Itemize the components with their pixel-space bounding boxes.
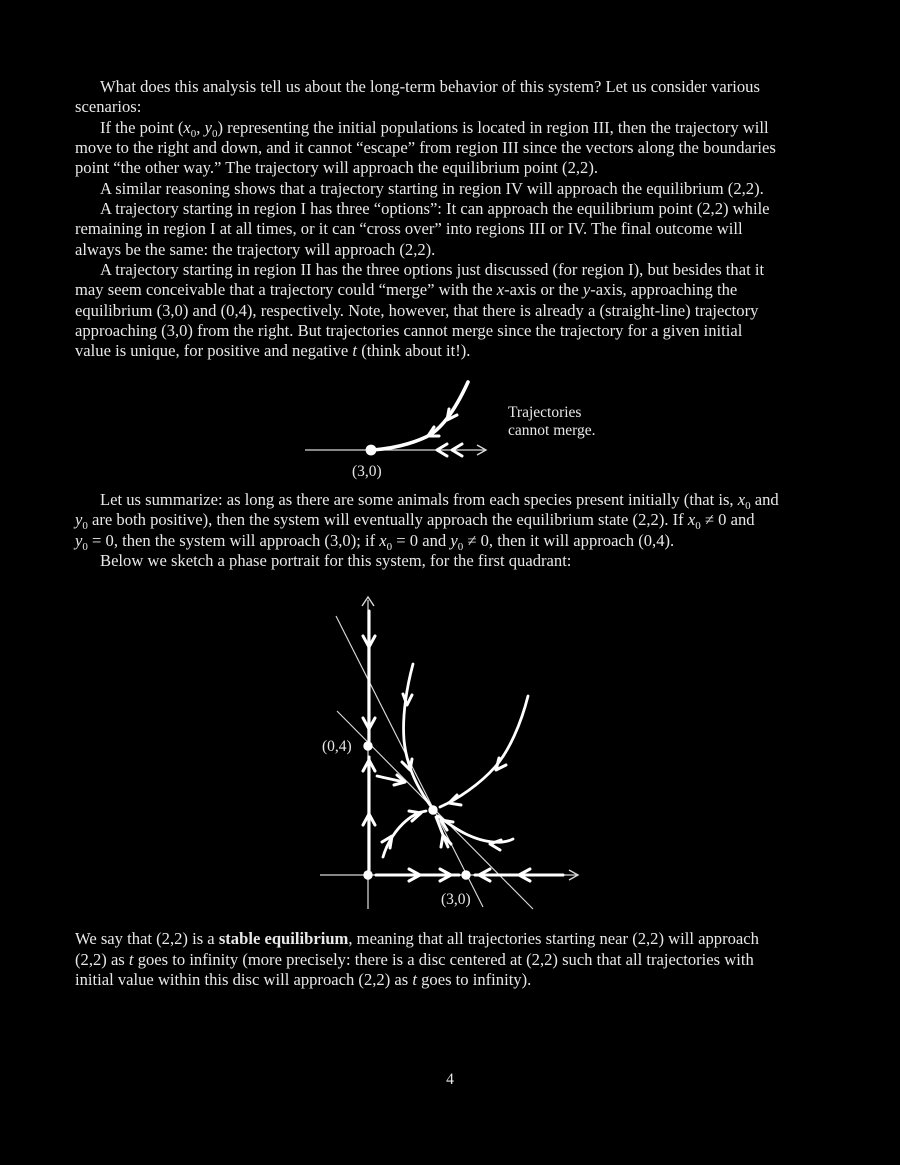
trajectory-from-top: [404, 664, 430, 805]
figure-caption-line2: cannot merge.: [508, 421, 596, 439]
paragraphs-bottom: [75, 929, 845, 990]
text-line: What does this analysis tell us about the long-term behavior of this system? Let us consider various: [100, 77, 760, 96]
equilibrium-point-3-0: [366, 444, 377, 455]
text-line: always be the same: the trajectory will approach (2,2).: [75, 239, 436, 259]
y-intercept-label: (0,4): [322, 738, 352, 756]
figure-phase-portrait: [0, 571, 900, 929]
x-intercept-label: (3,0): [441, 891, 471, 909]
text-line: may seem conceivable that a trajectory could “merge” with the x-axis or the y-axis, approaching the: [75, 280, 738, 300]
point-label: (3,0): [352, 462, 382, 480]
text-line: initial value within this disc will approach (2,2) as t goes to infinity).: [75, 969, 532, 989]
text-line: point “the other way.” The trajectory will approach the equilibrium point (2,2).: [75, 158, 599, 178]
equilibrium-point-3-0: [461, 870, 470, 879]
text-line: We say that (2,2) is a stable equilibrium, meaning that all trajectories starting near (2,2) will approach: [75, 929, 759, 949]
text-line: equilibrium (3,0) and (0,4), respectively. Note, however, that there is already a (straight-line) trajectory: [75, 300, 759, 320]
page-number: 4: [446, 1071, 454, 1088]
text-line: (2,2) as t goes to infinity (more precisely: there is a disc centered at (2,2) such that all trajectories with: [75, 949, 754, 969]
origin-point: [363, 870, 372, 879]
text-line: $y_0$ are both positive), then the system will eventually approach the equilibrium state (2,2). If $x_0 \ne 0$ and: [75, 510, 755, 533]
text-line: A trajectory starting in region II has the three options just discussed (for region I), but besides that it: [100, 260, 765, 280]
equilibrium-point-2-2: [428, 805, 437, 814]
figure-caption-line1: Trajectories: [508, 403, 582, 421]
trajectory-from-right: [440, 696, 528, 807]
paragraphs-middle: [75, 490, 845, 571]
text-line: remaining in region I at all times, or it can “cross over” into regions III or IV. The final outcome will: [75, 219, 743, 239]
text-line: $y_0 = 0$, then the system will approach (3,0); if $x_0 = 0$ and $y_0 \ne 0$, then it will approach (0,4).: [75, 530, 675, 553]
text-line: Let us summarize: as long as there are some animals from each species present initially (that is, $x_0$ and: [100, 489, 779, 512]
text-line: A trajectory starting in region I has three “options”: It can approach the equilibrium point (2,2) while: [100, 199, 770, 219]
text-line: move to the right and down, and it cannot “escape” from region III since the vectors along the boundaries: [75, 138, 776, 158]
text-line: Below we sketch a phase portrait for this system, for the first quadrant:: [100, 550, 572, 570]
figure2-canvas: [300, 591, 600, 923]
text-line: If the point ($x_0$, $y_0$) representing the initial populations is located in region III, then the trajectory will: [100, 117, 769, 140]
text-line: value is unique, for positive and negative t (think about it!).: [75, 341, 471, 361]
text-line: approaching (3,0) from the right. But trajectories cannot merge since the trajectory for a given initial: [75, 321, 743, 341]
figure-trajectories-cannot-merge: [0, 362, 900, 490]
text-line: A similar reasoning shows that a trajectory starting in region IV will approach the equilibrium (2,2).: [100, 178, 764, 198]
paragraphs-top: [75, 77, 845, 362]
trajectory-from-lower-left: [383, 811, 426, 857]
equilibrium-point-0-4: [363, 741, 372, 750]
figure1-canvas: [295, 370, 640, 488]
text-line: scenarios:: [75, 97, 142, 117]
